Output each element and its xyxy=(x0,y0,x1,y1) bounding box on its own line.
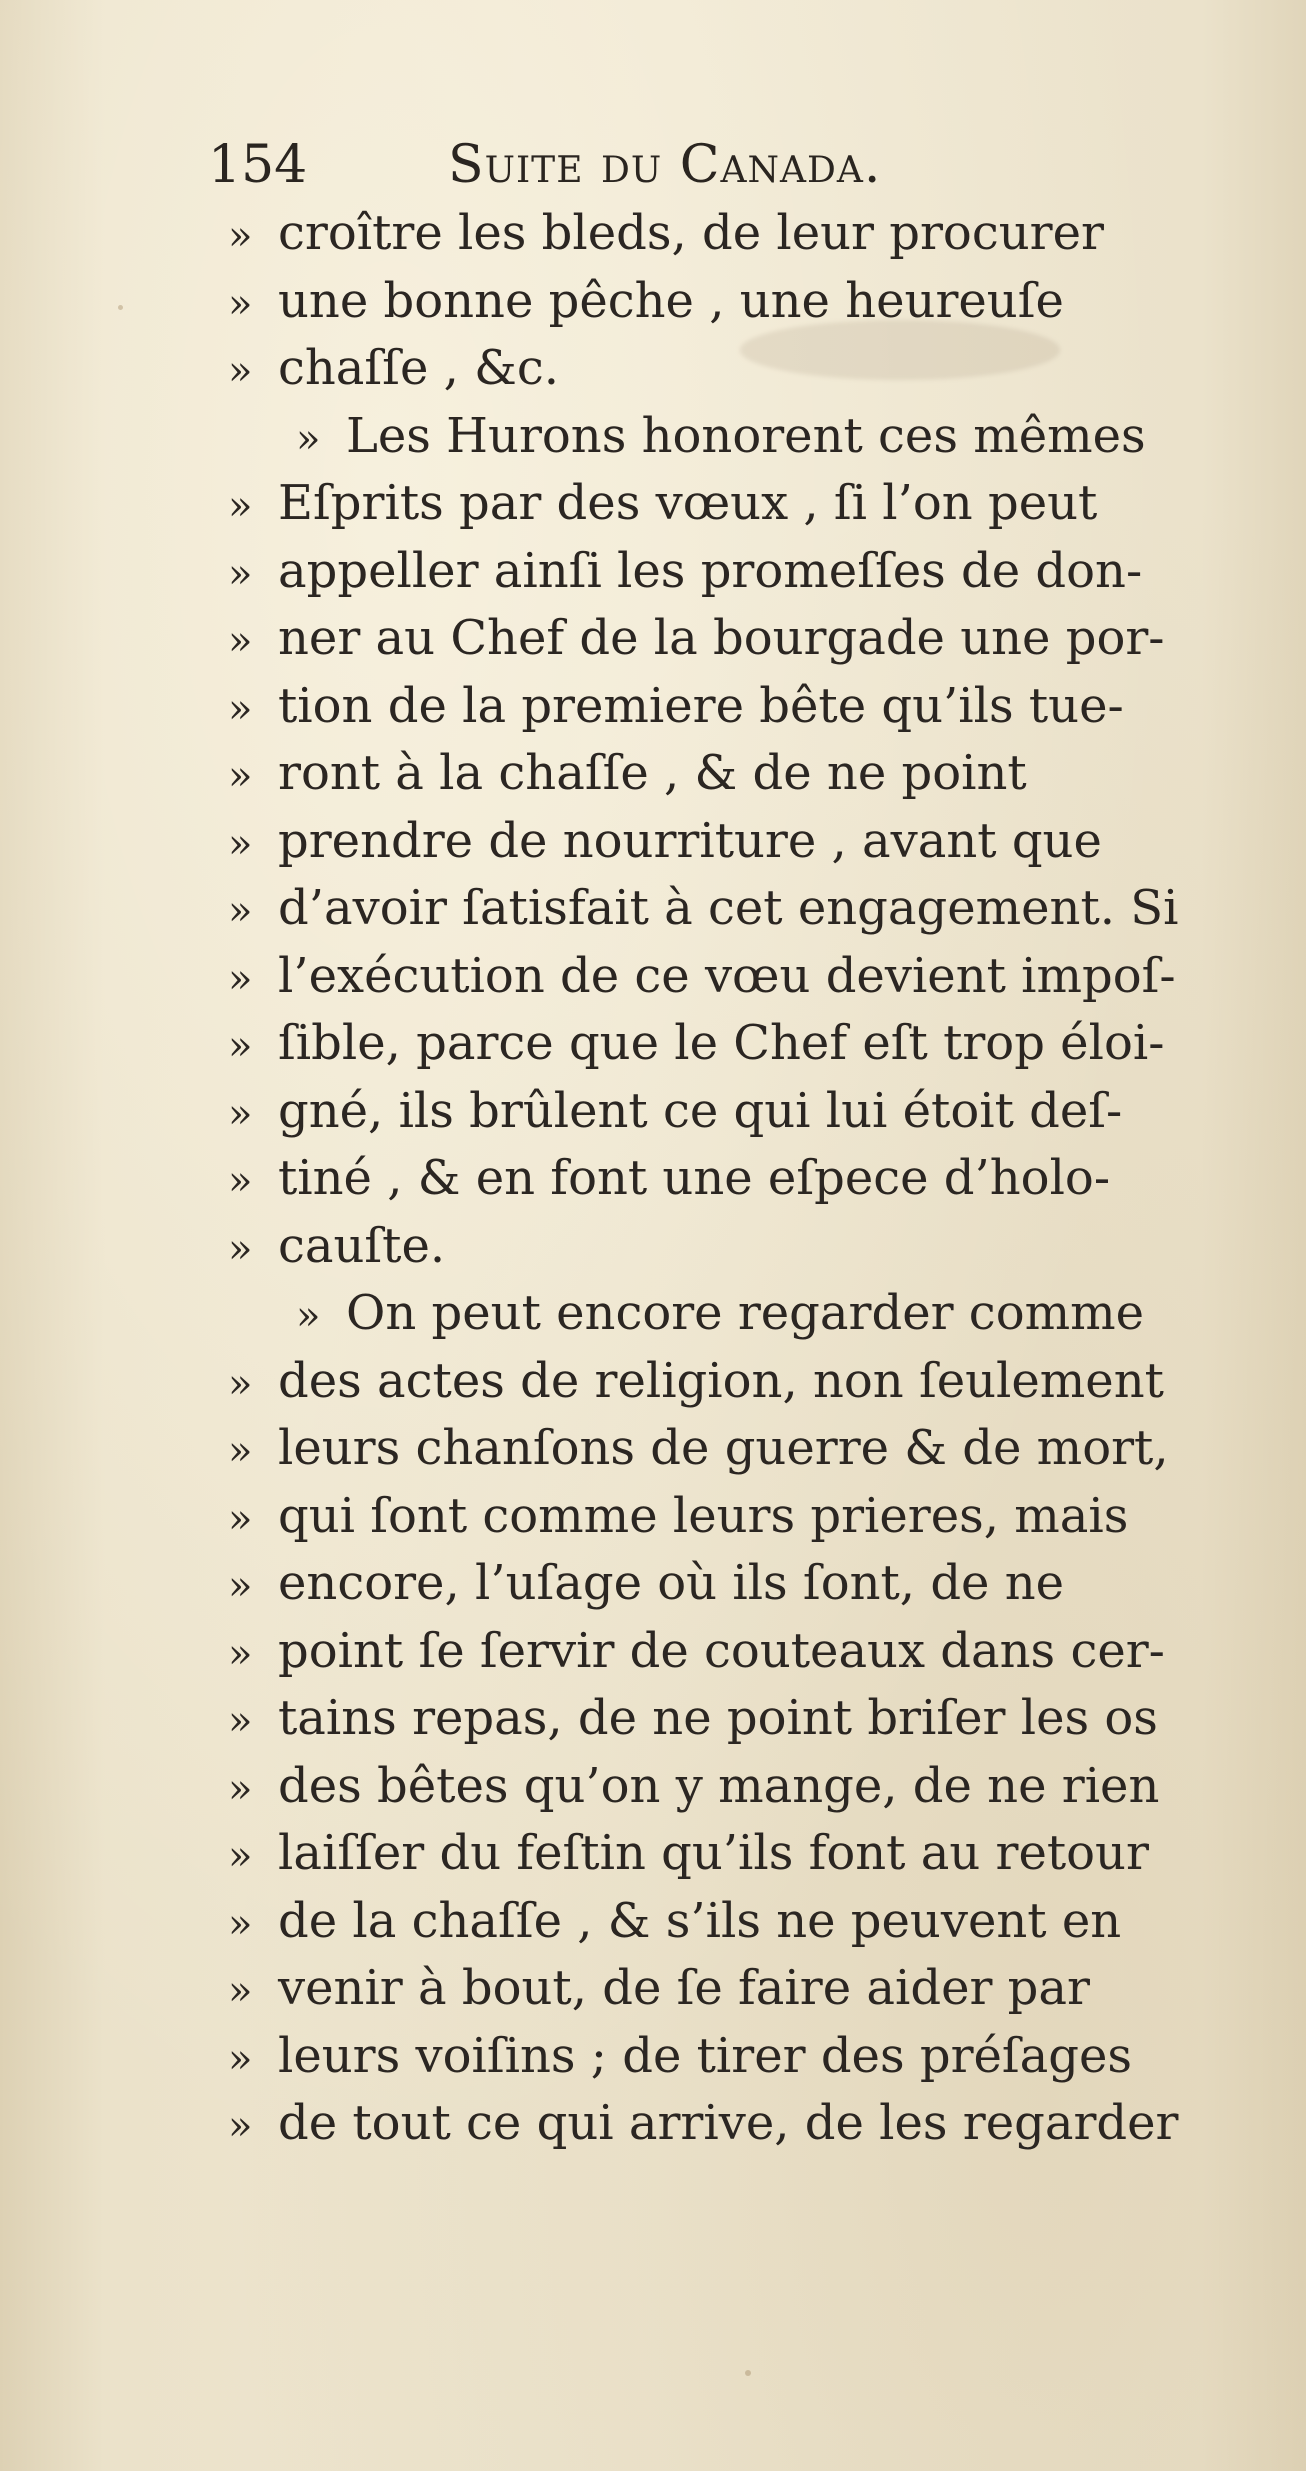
text-line xyxy=(228,1213,1228,1281)
line-text: de tout ce qui arrive, de les regarder xyxy=(278,2095,1179,2151)
line-text: cauſte. xyxy=(278,1217,446,1274)
text-line xyxy=(228,1415,1228,1483)
guillemet: » xyxy=(228,685,253,732)
line-text: qui ſont comme leurs prieres, mais xyxy=(278,1487,1129,1544)
guillemet: » xyxy=(228,1698,253,1744)
line-text: gné, ils brûlent ce qui lui étoit deſ- xyxy=(278,1082,1123,1139)
text-line xyxy=(228,403,1228,471)
line-text: point ſe ſervir de couteaux dans cer- xyxy=(278,1622,1165,1679)
guillemet: » xyxy=(228,1563,253,1609)
guillemet: » xyxy=(228,280,253,327)
guillemet: » xyxy=(228,1765,253,1812)
text-line xyxy=(228,1348,1228,1416)
line-text: On peut encore regarder comme xyxy=(346,1285,1145,1341)
guillemet: » xyxy=(228,1900,253,1947)
guillemet: » xyxy=(228,1360,253,1407)
text-line xyxy=(228,605,1228,673)
text-line xyxy=(228,1550,1228,1618)
line-text: venir à bout, de ſe faire aider par xyxy=(278,1960,1090,2016)
line-text: croître les bleds, de leur procurer xyxy=(278,205,1104,261)
text-line xyxy=(228,1010,1228,1078)
line-text: l’exécution de ce vœu devient impoſ- xyxy=(278,947,1176,1004)
line-text: ner au Chef de la bourgade une por- xyxy=(278,610,1165,666)
running-head: Suite du Canada. xyxy=(448,135,882,195)
line-text: d’avoir ſatisfait à cet engagement. Si xyxy=(278,880,1179,936)
text-line xyxy=(228,1078,1228,1146)
guillemet: » xyxy=(228,550,253,597)
guillemet: » xyxy=(228,1090,253,1137)
text-line xyxy=(228,1618,1228,1686)
text-line xyxy=(228,2023,1228,2091)
line-text: chaſſe , &c. xyxy=(278,340,559,396)
text-line xyxy=(228,673,1228,741)
text-line xyxy=(228,1280,1228,1348)
guillemet: » xyxy=(296,415,321,462)
guillemet: » xyxy=(228,1495,253,1542)
text-line xyxy=(228,2090,1228,2158)
guillemet: » xyxy=(228,2035,253,2082)
line-text: des actes de religion, non ſeulement xyxy=(278,1352,1164,1409)
line-text: tion de la premiere bête qu’ils tue- xyxy=(278,677,1124,734)
text-line xyxy=(228,1685,1228,1753)
guillemet: » xyxy=(228,1023,253,1069)
text-line xyxy=(228,943,1228,1011)
guillemet: » xyxy=(228,348,253,394)
text-line xyxy=(228,268,1228,336)
line-text: ront à la chaſſe , & de ne point xyxy=(278,745,1027,801)
text-line xyxy=(228,335,1228,403)
body-text xyxy=(228,200,1228,2158)
text-line xyxy=(228,200,1228,268)
text-line xyxy=(228,470,1228,538)
line-text: appeller ainſi les promeſſes de don- xyxy=(278,542,1143,599)
line-text: tiné , & en font une eſpece d’holo- xyxy=(278,1150,1111,1206)
line-text: une bonne pêche , une heureuſe xyxy=(278,272,1064,329)
guillemet: » xyxy=(228,618,253,664)
line-text: encore, l’uſage où ils ſont, de ne xyxy=(278,1555,1065,1611)
line-text: leurs voiſins ; de tirer des préſages xyxy=(278,2027,1133,2084)
text-line xyxy=(228,740,1228,808)
paper-spot xyxy=(118,305,123,310)
text-line xyxy=(228,1753,1228,1821)
guillemet: » xyxy=(228,753,253,799)
guillemet: » xyxy=(228,483,253,529)
line-text: ſible, parce que le Chef eſt trop éloi- xyxy=(278,1015,1165,1071)
line-text: leurs chanſons de guerre & de mort, xyxy=(278,1420,1169,1476)
line-text: Eſprits par des vœux , ſi l’on peut xyxy=(278,475,1098,531)
page-number: 154 xyxy=(208,135,308,195)
text-line xyxy=(228,1820,1228,1888)
text-line xyxy=(228,808,1228,876)
guillemet: » xyxy=(228,1968,253,2014)
text-line xyxy=(228,1955,1228,2023)
page-header xyxy=(208,130,1108,200)
guillemet: » xyxy=(296,1293,321,1339)
line-text: Les Hurons honorent ces mêmes xyxy=(346,407,1146,464)
line-text: de la chaſſe , & s’ils ne peuvent en xyxy=(278,1892,1122,1949)
text-line xyxy=(228,1145,1228,1213)
text-line xyxy=(228,875,1228,943)
line-text: laiſſer du feſtin qu’ils font au retour xyxy=(278,1825,1149,1881)
guillemet: » xyxy=(228,1158,253,1204)
guillemet: » xyxy=(228,213,253,259)
line-text: des bêtes qu’on y mange, de ne rien xyxy=(278,1757,1160,1814)
guillemet: » xyxy=(228,955,253,1002)
guillemet: » xyxy=(228,820,253,867)
line-text: tains repas, de ne point briſer les os xyxy=(278,1690,1158,1746)
guillemet: » xyxy=(228,1225,253,1272)
paper-spot xyxy=(745,2370,751,2376)
guillemet: » xyxy=(228,1428,253,1474)
guillemet: » xyxy=(228,1833,253,1879)
text-line xyxy=(228,1483,1228,1551)
guillemet: » xyxy=(228,888,253,934)
guillemet: » xyxy=(228,1630,253,1677)
text-line xyxy=(228,1888,1228,1956)
line-text: prendre de nourriture , avant que xyxy=(278,812,1102,869)
text-line xyxy=(228,538,1228,606)
guillemet: » xyxy=(228,2103,253,2149)
